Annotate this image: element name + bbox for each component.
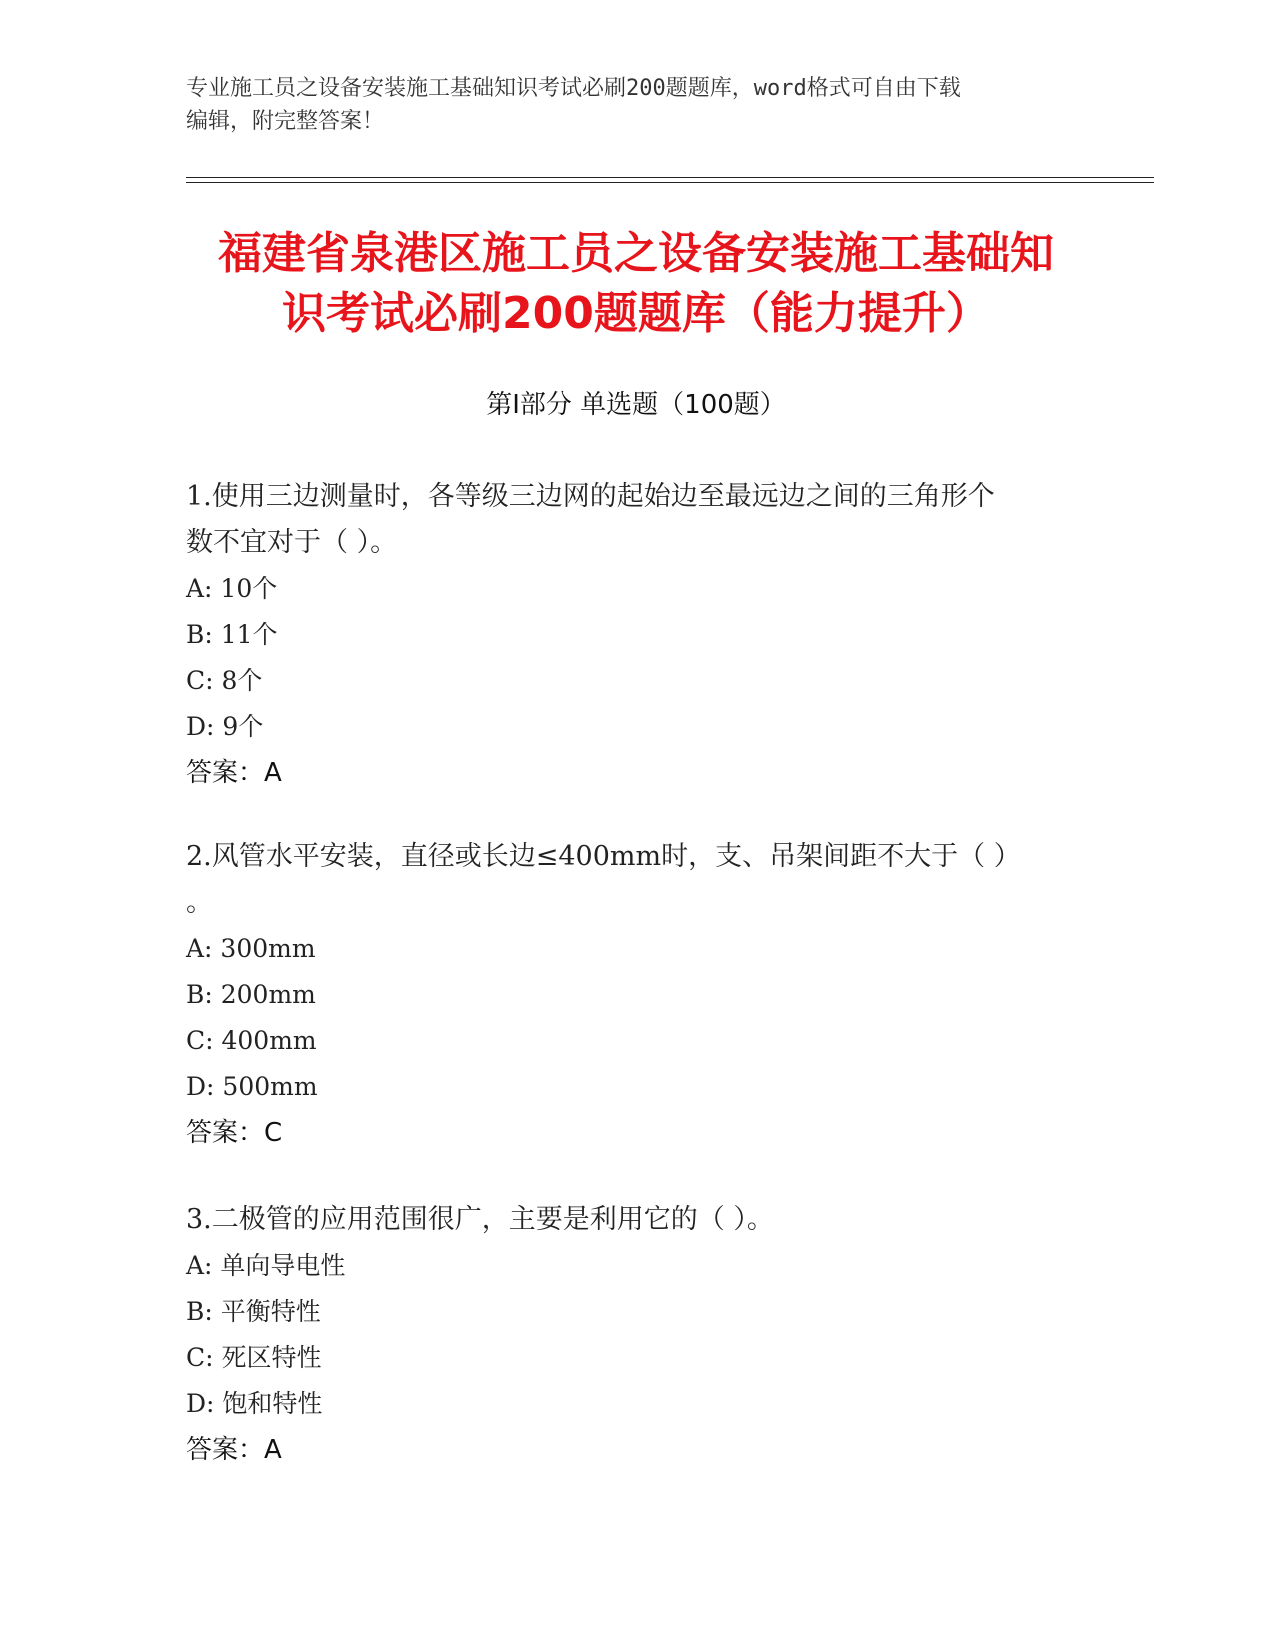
question-1-option-b: B: 11个 <box>186 620 278 649</box>
question-1-text-line-2: 数不宜对于（ ）。 <box>186 527 398 558</box>
document-header <box>186 72 1086 138</box>
title-line-2: 识考试必刷200题题库（能力提升） <box>282 288 990 339</box>
question-3-text-line-1: 3.二极管的应用范围很广，主要是利用它的（ ）。 <box>186 1204 774 1235</box>
header-divider-top <box>186 177 1154 178</box>
question-2-option-d: D: 500mm <box>186 1072 318 1101</box>
question-2-option-b: B: 200mm <box>186 980 316 1009</box>
question-1-answer: 答案：A <box>186 758 282 788</box>
question-1-option-a: A: 10个 <box>186 574 278 603</box>
question-3 <box>186 1197 1086 1473</box>
question-1-option-d: D: 9个 <box>186 712 264 741</box>
question-2-option-a: A: 300mm <box>186 934 316 963</box>
question-2 <box>186 834 1086 1156</box>
title-line-1: 福建省泉港区施工员之设备安装施工基础知 <box>218 228 1054 279</box>
question-3-option-c: C: 死区特性 <box>186 1343 322 1372</box>
header-line-2: 编辑，附完整答案！ <box>186 109 385 134</box>
header-divider-bottom <box>186 182 1154 183</box>
question-2-answer: 答案：C <box>186 1118 283 1148</box>
header-line-1: 专业施工员之设备安装施工基础知识考试必刷200题题库，word格式可自由下载 <box>186 76 961 101</box>
question-1 <box>186 474 1086 796</box>
document-title <box>186 224 1086 344</box>
question-3-option-b: B: 平衡特性 <box>186 1297 321 1326</box>
question-2-text-line-1: 2.风管水平安装，直径或长边≤400mm时，支、吊架间距不大于（ ） <box>186 841 1021 872</box>
question-2-text-line-2: 。 <box>186 887 213 918</box>
question-2-option-c: C: 400mm <box>186 1026 317 1055</box>
question-3-answer: 答案：A <box>186 1435 282 1465</box>
question-1-option-c: C: 8个 <box>186 666 263 695</box>
question-1-text-line-1: 1.使用三边测量时，各等级三边网的起始边至最远边之间的三角形个 <box>186 481 995 512</box>
question-3-option-d: D: 饱和特性 <box>186 1389 323 1418</box>
question-3-option-a: A: 单向导电性 <box>186 1251 346 1280</box>
section-heading: 第Ⅰ部分 单选题（100题） <box>486 390 786 420</box>
